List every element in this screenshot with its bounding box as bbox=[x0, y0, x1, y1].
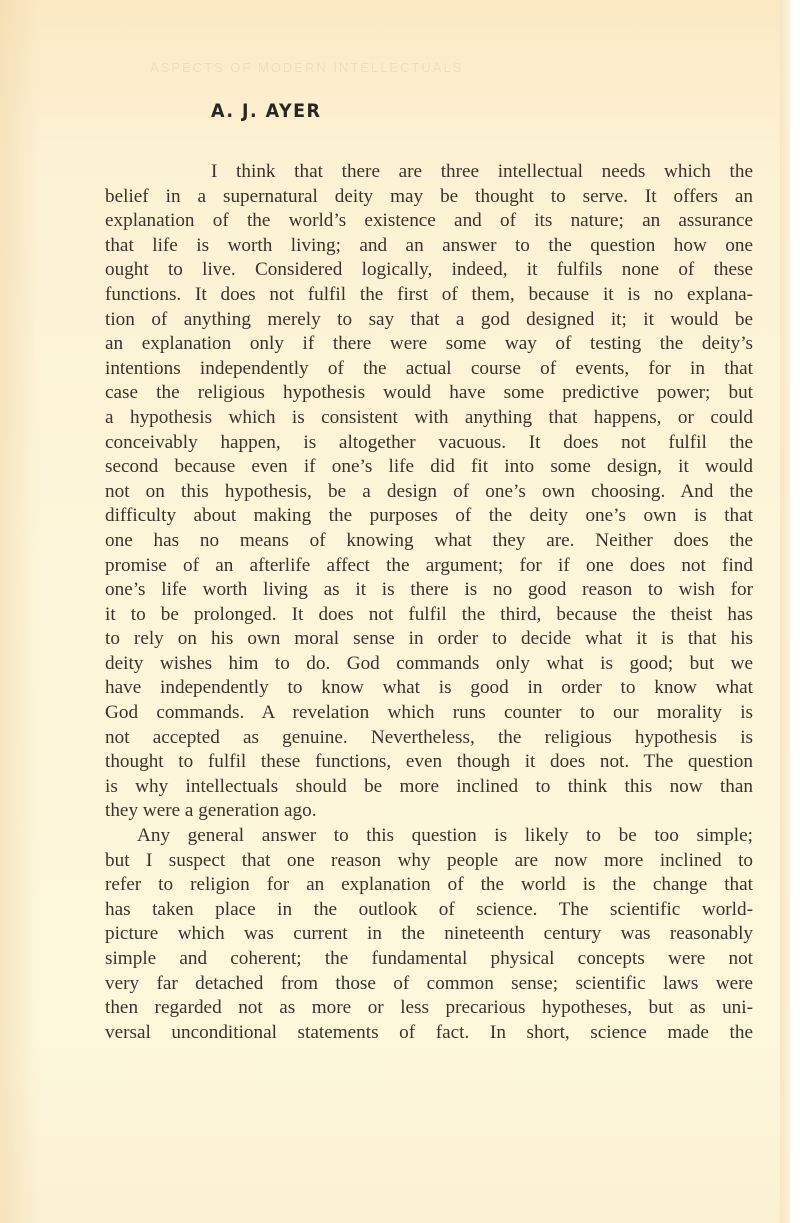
text-line: promise of an afterlife affect the argument; for if one does not find bbox=[105, 554, 753, 576]
text-line: Any general answer to this question is likely to be too simple; bbox=[137, 825, 753, 847]
text-line: very far detached from those of common sense; scientific laws were bbox=[105, 972, 753, 994]
text-line: versal unconditional statements of fact. In short, science made the bbox=[105, 1021, 753, 1043]
text-line: difficulty about making the purposes of the deity one’s own is that bbox=[105, 505, 753, 527]
paragraph-2 bbox=[105, 824, 753, 1045]
text-line: case the religious hypothesis would have some predictive power; but bbox=[105, 382, 753, 404]
text-line: God commands. A revelation which runs counter to our morality is bbox=[105, 702, 753, 724]
text-line: I think that there are three intellectual needs which the bbox=[211, 161, 753, 182]
bleed-through-text: ASPECTS OF MODERN INTELLECTUALS bbox=[150, 60, 464, 75]
text-line: is why intellectuals should be more inclined to think this now than bbox=[105, 775, 753, 797]
essay-body bbox=[105, 160, 753, 1045]
text-line: simple and coherent; the fundamental physical concepts were not bbox=[105, 948, 753, 969]
text-line: refer to religion for an explanation of the world is the change that bbox=[105, 874, 753, 896]
text-line: deity wishes him to do. God commands only what is good; but we bbox=[105, 652, 753, 674]
text-line: one has no means of knowing what they are. Neither does the bbox=[105, 529, 753, 551]
text-line: conceivably happen, is altogether vacuous. It does not fulfil the bbox=[105, 431, 753, 453]
text-line: then regarded not as more or less precarious hypotheses, but as uni- bbox=[105, 997, 753, 1019]
text-line: picture which was current in the nineteenth century was reasonably bbox=[105, 923, 753, 945]
text-line: one’s life worth living as it is there is no good reason to wish for bbox=[105, 579, 753, 601]
text-line: second because even if one’s life did fit into some design, it would bbox=[105, 456, 753, 478]
text-line: explanation of the world’s existence and of its nature; an assurance bbox=[105, 210, 753, 232]
page-edge bbox=[780, 0, 800, 1223]
text-line: not on this hypothesis, be a design of one’s own choosing. And the bbox=[105, 480, 753, 502]
text-line: belief in a supernatural deity may be thought to serve. It offers an bbox=[105, 185, 753, 207]
text-line: they were a generation ago. bbox=[105, 800, 317, 822]
text-line: to rely on his own moral sense in order to decide what it is that his bbox=[105, 628, 753, 650]
text-line: functions. It does not fulfil the first of them, because it is no explana- bbox=[105, 283, 753, 305]
text-line: not accepted as genuine. Nevertheless, the religious hypothesis is bbox=[105, 726, 753, 748]
text-line: thought to fulfil these functions, even though it does not. The question bbox=[105, 751, 753, 773]
text-line: has taken place in the outlook of science. The scientific world- bbox=[105, 898, 753, 920]
text-line: but I suspect that one reason why people are now more inclined to bbox=[105, 849, 753, 871]
text-line: it to be prolonged. It does not fulfil the third, because the theist has bbox=[105, 603, 753, 625]
paragraph-1 bbox=[105, 160, 753, 824]
text-line: that life is worth living; and an answer to the question how one bbox=[105, 234, 753, 256]
text-line: an explanation only if there were some way of testing the deity’s bbox=[105, 333, 753, 355]
text-line: intentions independently of the actual course of events, for in that bbox=[105, 357, 753, 379]
text-line: a hypothesis which is consistent with anything that happens, or could bbox=[105, 406, 753, 428]
text-line: ought to live. Considered logically, indeed, it fulfils none of these bbox=[105, 259, 753, 281]
text-line: have independently to know what is good in order to know what bbox=[105, 677, 753, 699]
author-heading: A. J. AYER bbox=[211, 100, 322, 122]
text-line: tion of anything merely to say that a god designed it; it would be bbox=[105, 308, 753, 330]
